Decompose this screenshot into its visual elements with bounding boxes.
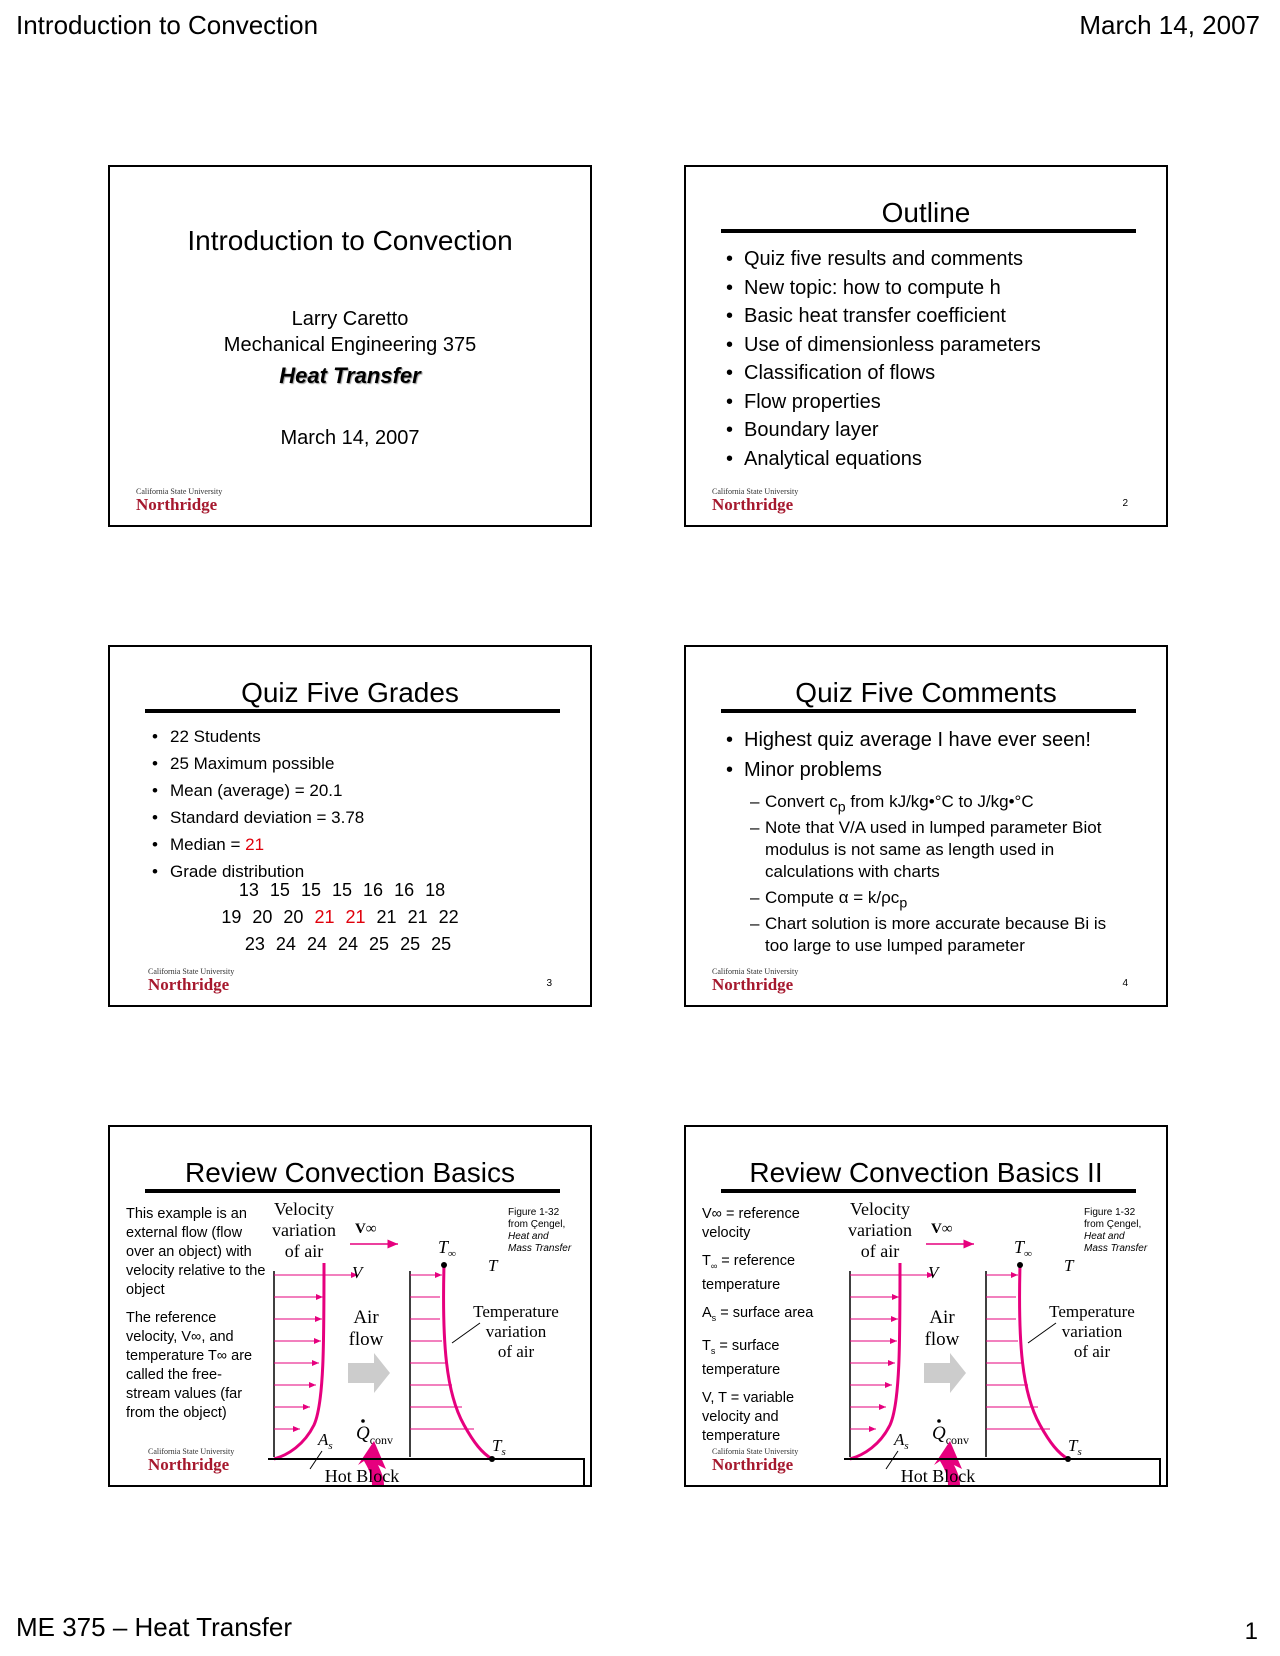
velocity-label: of air xyxy=(284,1241,324,1261)
list-item: • Basic heat transfer coefficient xyxy=(724,302,1041,331)
logo-small-text: California State University xyxy=(136,487,223,496)
author: Larry Caretto xyxy=(291,308,409,330)
temperature-profile-curve xyxy=(1020,1265,1068,1459)
temp-pointer xyxy=(452,1323,480,1343)
air-flow-arrow-icon xyxy=(924,1353,966,1393)
grade: 24 xyxy=(275,934,296,954)
t-inf-label: $T_\infty$ xyxy=(1014,1237,1032,1260)
bullet-list xyxy=(724,725,1091,785)
slide-1 xyxy=(108,165,592,527)
university-logo xyxy=(712,967,822,993)
as-label: $A_s$ xyxy=(894,1430,909,1452)
t-inf-point xyxy=(1017,1262,1023,1268)
definition: $T_s$ = surface temperature xyxy=(702,1337,781,1378)
logo-big-text: Northridge xyxy=(148,975,230,994)
credit-line: Mass Transfer xyxy=(1084,1243,1148,1254)
slide-number: 2 xyxy=(1122,498,1128,509)
university-logo xyxy=(136,487,246,513)
description xyxy=(126,1205,266,1432)
sub-text: Convert c xyxy=(765,792,838,811)
title-rule xyxy=(145,709,560,713)
temperature-profile-curve xyxy=(444,1265,492,1459)
university-logo xyxy=(148,1447,258,1473)
paragraph: The reference velocity, V∞, and temperature T∞ are called the free-stream values (far from the object) xyxy=(126,1310,253,1421)
hot-block-outline xyxy=(844,1459,1160,1485)
sub-text: Compute α = k/ρc xyxy=(765,888,900,907)
credit-line: from Çengel, xyxy=(508,1219,566,1230)
title-rule xyxy=(721,709,1136,713)
slide-4 xyxy=(684,645,1168,1007)
grade: 20 xyxy=(252,907,273,927)
sub-item-compute xyxy=(750,887,1130,914)
air-flow-label: Air xyxy=(929,1307,955,1328)
sub-text: Note that V/A used in lumped parameter Biot modulus is not same as length used in calculations with charts xyxy=(765,818,1102,881)
q-dot-icon xyxy=(361,1419,365,1423)
velocity-label: Velocity xyxy=(850,1199,910,1219)
list-item: • Minor problems xyxy=(724,755,1091,785)
university-logo xyxy=(712,487,822,513)
grade: 24 xyxy=(337,934,359,954)
definitions xyxy=(702,1205,842,1455)
dash: – xyxy=(750,818,760,837)
credit-line: Mass Transfer xyxy=(508,1243,572,1254)
grade: 20 xyxy=(283,907,304,927)
subject: Heat Transfer xyxy=(279,363,421,388)
list-item: • Standard deviation = 3.78 xyxy=(150,804,364,831)
logo-small-text: California State University xyxy=(712,1447,799,1456)
grade: 22 xyxy=(438,907,459,927)
list-item xyxy=(150,831,364,858)
sub-text: Chart solution is more accurate because Bi is too large to use lumped parameter xyxy=(765,914,1107,955)
temperature-arrows xyxy=(410,1275,474,1429)
grade: 21 xyxy=(376,907,397,927)
grade: 15 xyxy=(300,880,321,900)
slide-title: Introduction to Convection xyxy=(187,225,513,256)
ts-label: $T_s$ xyxy=(492,1436,506,1458)
list-item: • 25 Maximum possible xyxy=(150,750,364,777)
definition: $T_\infty$ = reference temperature xyxy=(702,1253,796,1293)
grade: 16 xyxy=(394,880,415,900)
t-label: T xyxy=(1064,1256,1074,1275)
air-flow-label: Air xyxy=(353,1307,379,1328)
bullet-list xyxy=(150,723,364,885)
v-inf-label: V∞ xyxy=(931,1221,953,1237)
convection-figure xyxy=(844,1193,1168,1485)
sub-item-note xyxy=(750,817,1130,883)
grade: 13 xyxy=(238,880,259,900)
slide-number: 3 xyxy=(546,978,552,989)
v-inf-label: V∞ xyxy=(355,1221,377,1237)
dash: – xyxy=(750,914,760,933)
logo-small-text: California State University xyxy=(712,487,799,496)
velocity-label: Velocity xyxy=(274,1199,334,1219)
grade: 24 xyxy=(306,934,327,954)
slide-title: Review Convection Basics xyxy=(185,1157,515,1188)
page-footer-course: ME 375 – Heat Transfer xyxy=(16,1612,293,1642)
logo-big-text: Northridge xyxy=(148,1455,230,1474)
hot-block-outline xyxy=(268,1459,584,1485)
convection-figure xyxy=(268,1193,592,1485)
logo-big-text: Northridge xyxy=(712,975,794,994)
slide-title: Review Convection Basics II xyxy=(749,1157,1103,1188)
grade: 16 xyxy=(363,880,384,900)
median-label: Median = xyxy=(170,835,246,854)
slide-2 xyxy=(684,165,1168,527)
university-logo xyxy=(712,1447,822,1473)
grade: 23 xyxy=(244,934,265,954)
list-item: • 22 Students xyxy=(150,723,364,750)
slide-3 xyxy=(108,645,592,1007)
q-conv-label: $Q_{conv}$ xyxy=(932,1423,970,1447)
grade: 21 xyxy=(407,907,428,927)
list-item: • Boundary layer xyxy=(724,416,1041,445)
logo-small-text: California State University xyxy=(712,967,799,976)
sub-text: from kJ/kg•°C to J/kg•°C xyxy=(845,792,1034,811)
list-item: • Flow properties xyxy=(724,388,1041,417)
grade-median: 21 xyxy=(345,907,366,927)
temperature-label: Temperature xyxy=(1049,1302,1135,1321)
slide-title: Outline xyxy=(881,197,971,228)
credit-line: from Çengel, xyxy=(1084,1219,1142,1230)
sub-item-convert xyxy=(750,791,1130,818)
t-inf-point xyxy=(441,1262,447,1268)
grade: 25 xyxy=(369,934,390,954)
temperature-label: variation xyxy=(1061,1322,1123,1341)
slide-date: March 14, 2007 xyxy=(280,427,420,449)
v-label: V xyxy=(928,1263,939,1282)
list-item: • Quiz five results and comments xyxy=(724,245,1041,274)
median-value: 21 xyxy=(245,835,265,854)
temp-pointer xyxy=(1028,1323,1056,1343)
air-flow-label: flow xyxy=(924,1329,960,1350)
definition: V, T = variable velocity and temperature xyxy=(702,1389,795,1444)
credit-line: Heat and xyxy=(1084,1231,1125,1242)
velocity-label: variation xyxy=(272,1220,336,1240)
list-item: • Use of dimensionless parameters xyxy=(724,331,1041,360)
definition: V∞ = reference velocity xyxy=(702,1206,800,1241)
paragraph: This example is an external flow (flow over an object) with velocity relative to the object xyxy=(126,1206,266,1298)
logo-small-text: California State University xyxy=(148,1447,235,1456)
velocity-label: of air xyxy=(860,1241,900,1261)
logo-big-text: Northridge xyxy=(712,495,794,514)
velocity-profile-curve xyxy=(850,1263,900,1459)
velocity-profile-curve xyxy=(274,1263,324,1459)
definition: $A_s$ = surface area xyxy=(702,1304,814,1323)
temperature-label: Temperature xyxy=(473,1302,559,1321)
t-label: T xyxy=(488,1256,498,1275)
grade-row-1 xyxy=(108,880,584,901)
as-label: $A_s$ xyxy=(318,1430,333,1452)
page-header-date: March 14, 2007 xyxy=(1079,10,1260,40)
list-item: • Grade distribution xyxy=(150,858,364,885)
grade: 19 xyxy=(221,907,242,927)
course: Mechanical Engineering 375 xyxy=(223,334,477,356)
sub-item-chart xyxy=(750,913,1130,957)
bullet-list xyxy=(724,245,1041,473)
grade: 18 xyxy=(425,880,446,900)
air-flow-label: flow xyxy=(348,1329,384,1350)
logo-small-text: California State University xyxy=(148,967,235,976)
list-item: • Highest quiz average I have ever seen! xyxy=(724,725,1091,755)
q-dot-icon xyxy=(937,1419,941,1423)
velocity-arrows xyxy=(274,1275,358,1429)
list-item: • Analytical equations xyxy=(724,445,1041,474)
dash: – xyxy=(750,792,760,811)
v-label: V xyxy=(352,1263,363,1282)
temperature-arrows xyxy=(986,1275,1050,1429)
university-logo xyxy=(148,967,258,993)
q-conv-label: $Q_{conv}$ xyxy=(356,1423,394,1447)
grade: 15 xyxy=(331,880,353,900)
credit-line: Figure 1-32 xyxy=(1084,1207,1136,1218)
temperature-label: of air xyxy=(1073,1342,1111,1361)
t-inf-label: $T_\infty$ xyxy=(438,1237,456,1260)
temperature-label: variation xyxy=(485,1322,547,1341)
grade: 25 xyxy=(431,934,452,954)
subscript: p xyxy=(837,799,846,816)
grade-row-2 xyxy=(108,907,582,928)
slide-6 xyxy=(684,1125,1168,1487)
slide-title: Quiz Five Grades xyxy=(241,677,459,708)
page-header-title: Introduction to Convection xyxy=(16,10,319,40)
list-item: • Mean (average) = 20.1 xyxy=(150,777,364,804)
hot-block-label: Hot Block xyxy=(324,1466,400,1485)
velocity-arrows xyxy=(850,1275,934,1429)
slide-5 xyxy=(108,1125,592,1487)
dash: – xyxy=(750,888,760,907)
hot-block-label: Hot Block xyxy=(900,1466,976,1485)
logo-big-text: Northridge xyxy=(136,495,218,514)
grade-row-3 xyxy=(108,934,590,955)
page-number: 1 xyxy=(1244,1618,1258,1645)
grade: 15 xyxy=(269,880,290,900)
subscript: p xyxy=(899,895,908,912)
logo-big-text: Northridge xyxy=(712,1455,794,1474)
credit-line: Figure 1-32 xyxy=(508,1207,560,1218)
slide-title: Quiz Five Comments xyxy=(795,677,1057,708)
temperature-label: of air xyxy=(497,1342,535,1361)
slide-number: 4 xyxy=(1122,978,1128,989)
air-flow-arrow-icon xyxy=(348,1353,390,1393)
credit-line: Heat and xyxy=(508,1231,549,1242)
title-rule xyxy=(721,229,1136,233)
list-item: • New topic: how to compute h xyxy=(724,274,1041,303)
grade-median: 21 xyxy=(314,907,335,927)
ts-label: $T_s$ xyxy=(1068,1436,1082,1458)
list-item: • Classification of flows xyxy=(724,359,1041,388)
grade: 25 xyxy=(400,934,421,954)
velocity-label: variation xyxy=(848,1220,912,1240)
